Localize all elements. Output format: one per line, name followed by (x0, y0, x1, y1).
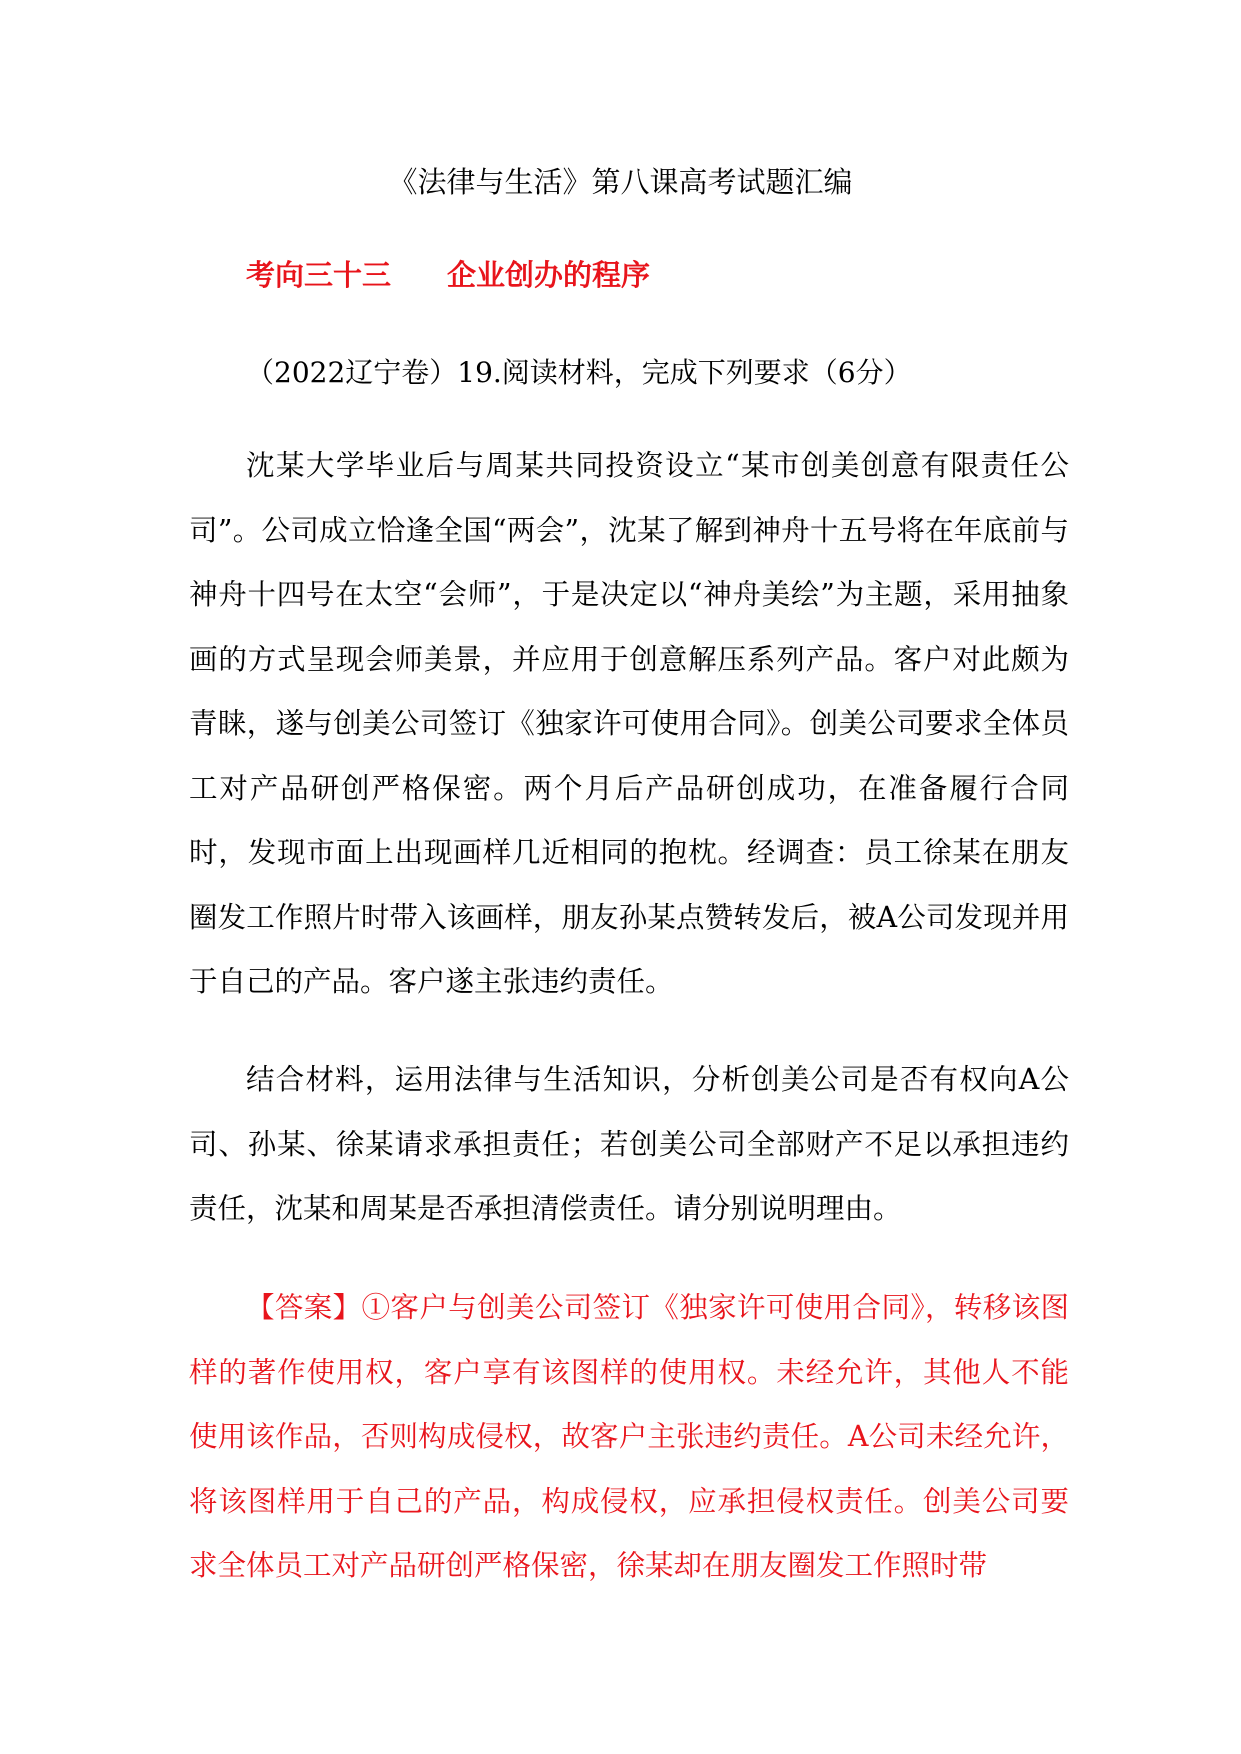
document-title: 《法律与生活》第八课高考试题汇编 (388, 165, 853, 199)
answer-paragraph (189, 1276, 1069, 1599)
section-number: 考向三十三 (246, 258, 392, 292)
answer-text: ①客户与创美公司签订《独家许可使用合同》，转移该图样的著作使用权，客户享有该图样的使用权。未经允许，其他人不能使用该作品，否则构成侵权，故客户主张违约责任。A公司未经允许，将该图样用于自己的产品，构成侵权，应承担侵权责任。创美公司要求全体员工对产品研创严格保密，徐某却在朋友圈发工作照时带 (189, 1291, 1069, 1582)
answer-label: 【答案】 (246, 1291, 362, 1324)
section-heading (246, 255, 650, 295)
question-source: （2022辽宁卷）19.阅读材料，完成下列要求（6分） (246, 356, 912, 389)
material-paragraph: 沈某大学毕业后与周某共同投资设立“某市创美创意有限责任公司”。公司成立恰逢全国“两会”，沈某了解到神舟十五号将在年底前与神舟十四号在太空“会师”，于是决定以“神舟美绘”为主题，采用抽象画的方式呈现会师美景，并应用于创意解压系列产品。客户对此颇为青睐，遂与创美公司签订《独家许可使用合同》。创美公司要求全体员工对产品研创严格保密。两个月后产品研创成功，在准备履行合同时，发现市面上出现画样几近相同的抱枕。经调查：员工徐某在朋友圈发工作照片时带入该画样，朋友孙某点赞转发后，被A公司发现并用于自己的产品。客户遂主张违约责任。 (189, 449, 1069, 998)
question-paragraph: 结合材料，运用法律与生活知识，分析创美公司是否有权向A公司、孙某、徐某请求承担责任；若创美公司全部财产不足以承担违约责任，沈某和周某是否承担清偿责任。请分别说明理由。 (189, 1063, 1069, 1225)
section-title: 企业创办的程序 (447, 258, 651, 292)
